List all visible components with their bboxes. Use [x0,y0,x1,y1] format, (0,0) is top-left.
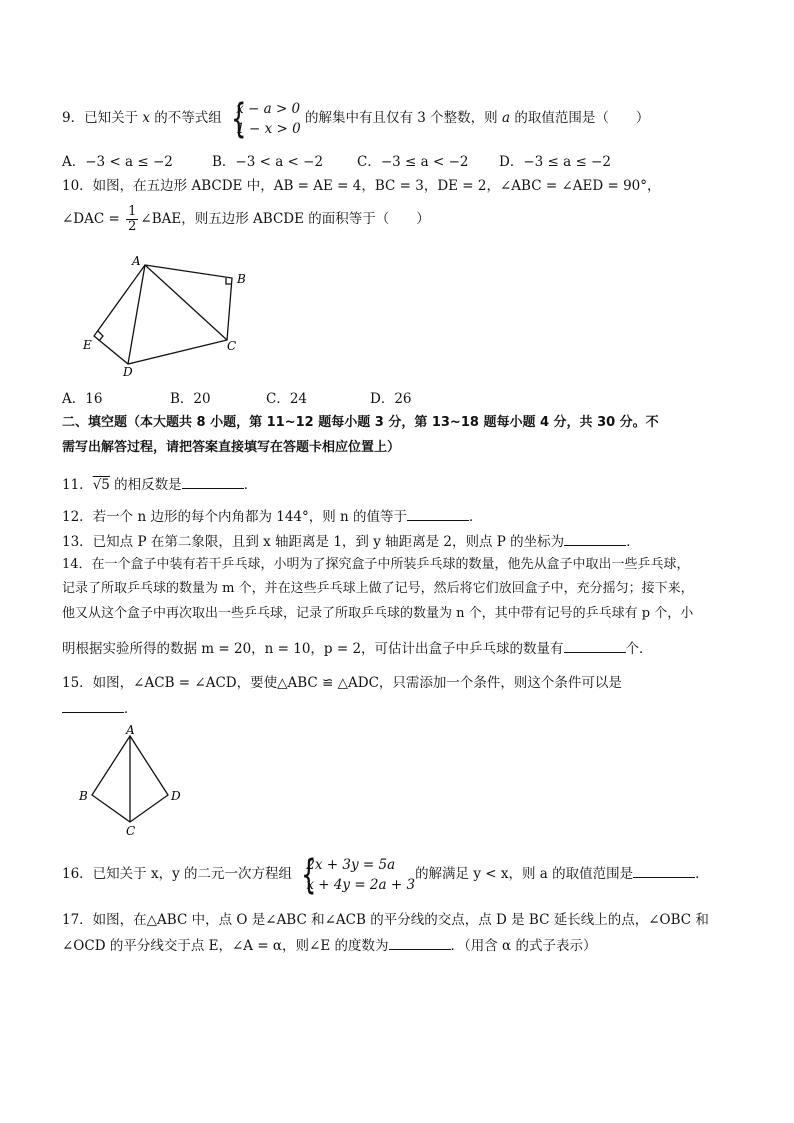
q13-answer-blank[interactable] [564,531,626,546]
q9-eq2: 1 − x > 0 [236,120,301,137]
q10-frac-den: 2 [128,219,137,234]
q9-mid: 的不等式组 [150,110,222,126]
q11-text: 的相反数是 [109,477,182,493]
q16-brace: { [301,851,317,898]
q16-system [296,851,416,898]
q10-frac-num: 1 [128,204,137,219]
q10-line2 [62,202,430,236]
section-2-header-line2: 需写出解答过程，请把答案直接填写在答题卡相应位置上） [62,440,401,455]
question-16 [62,851,709,898]
question-12 [62,506,483,527]
q15-line2 [62,698,138,719]
label-e: E [83,338,92,352]
q14-end: 个． [625,641,653,657]
q9-option-a: A．−3 < a ≤ −2 [62,154,173,170]
q17-line2-text: ∠OCD 的平分线交于点 E，∠A = α，则∠E 的度数为 [62,938,389,954]
q10-angle-dac: ∠DAC = [62,211,120,227]
q14-line4 [62,638,653,659]
q10-options [62,389,412,409]
q16-end: ． [695,866,709,882]
q12-text: 12．若一个 n 边形的每个内角都为 144°，则 n 的值等于 [62,509,408,525]
label-b: B [237,272,246,286]
label-c: C [227,339,237,353]
label-a: A [132,254,141,268]
q17-line2 [62,935,596,956]
q16-eq1: 2x + 3y = 5a [306,856,396,873]
q13-text: 13．已知点 P 在第二象限，且到 x 轴距离是 1，到 y 轴距离是 2，则点 P 的坐标为 [62,534,565,550]
question-11 [62,474,257,495]
q10-line1: 10．如图，在五边形 ABCDE 中，AB = AE = 4，BC = 3，DE = 2，∠ABC = ∠AED = 90°， [62,178,661,194]
kite-label-b: B [79,789,88,803]
q11-sqrt: √5 [92,477,110,493]
q9-option-c: C．−3 ≤ a < −2 [357,154,469,170]
pentagon-outline [94,265,232,364]
question-13 [62,531,640,552]
q14-line1: 14．在一个盒子中装有若干乒乓球，小明为了探究盒子中所装乒乓球的数量，他先从盒子中取出一些乒乓球， [62,557,690,572]
q10-option-c: C．24 [266,391,308,407]
q16-answer-blank[interactable] [633,863,695,878]
q15-answer-blank[interactable] [62,698,124,713]
q15-end: ． [124,701,138,717]
q11-answer-blank[interactable] [182,474,244,489]
q9-option-d: D．−3 ≤ a ≤ −2 [499,154,611,170]
segment-ac [145,265,227,340]
q9-eq1: x − a > 0 [236,100,301,117]
q9-var-a: a [501,110,511,126]
q10-line2-post: ∠BAE，则五边形 ABCDE 的面积等于（ ） [140,211,430,227]
q9-brace: { [231,95,247,142]
q16-text: 16．已知关于 x，y 的二元一次方程组 [62,866,293,882]
q9-var-x: x [142,110,151,126]
q12-answer-blank[interactable] [407,506,469,521]
q10-option-b: B．20 [170,391,211,407]
q9-post2: 的取值范围是（ ） [510,110,650,126]
section-2-header-line1: 二、填空题（本大题共 8 小题，第 11~12 题每小题 3 分，第 13~18 题每小题 4 分，共 30 分。不 [62,415,659,430]
q15-line1: 15．如图，∠ACB = ∠ACD，要使△ABC ≌ △ADC，只需添加一个条件，则这个条件可以是 [62,675,622,691]
q17-line1: 17．如图，在△ABC 中，点 O 是∠ABC 和∠ACB 的平分线的交点，点 D 是 BC 延长线上的点，∠OBC 和 [62,912,709,928]
q9-system [226,95,301,142]
kite-label-d: D [171,789,181,803]
segment-ad [128,265,145,364]
q16-post: 的解满足 y < x，则 a 的取值范围是 [415,866,634,882]
q13-end: ． [626,534,640,550]
q16-eq2: x + 4y = 2a + 3 [306,876,416,893]
q9-option-b: B．−3 < a < −2 [212,154,324,170]
q10-fraction [126,205,138,234]
q10-option-d: D．26 [370,391,412,407]
q14-line2: 记录了所取乒乓球的数量为 m 个，并在这些乒乓球上做了记号，然后将它们放回盒子中，充分摇匀；接下来， [62,581,694,596]
q10-option-a: A．16 [62,391,103,407]
label-d: D [123,365,133,379]
q9-post: 的解集中有且仅有 3 个整数，则 [305,110,502,126]
q17-answer-blank[interactable] [389,935,451,950]
pentagon-figure [80,252,260,382]
q14-line4-text: 明根据实验所得的数据 m = 20，n = 10，p = 2，可估计出盒子中乒乓球的数量有 [62,641,564,657]
q11-prefix: 11． [62,477,93,493]
q14-answer-blank[interactable] [564,638,626,653]
q9-options [62,152,611,172]
question-9 [62,95,650,142]
kite-label-a: A [126,723,135,737]
q12-end: ． [469,509,483,525]
kite-figure [72,722,192,837]
kite-label-c: C [126,824,136,837]
q17-line2-post: ．（用含 α 的式子表示） [450,938,597,954]
q11-end: ． [243,477,258,493]
q9-prefix: 9．已知关于 [62,110,143,126]
q14-line3: 他又从这个盒子中再次取出一些乒乓球，记录了所取乒乓球的数量为 n 个，其中带有记号的乒乓球有 p 个，小 [62,606,694,621]
